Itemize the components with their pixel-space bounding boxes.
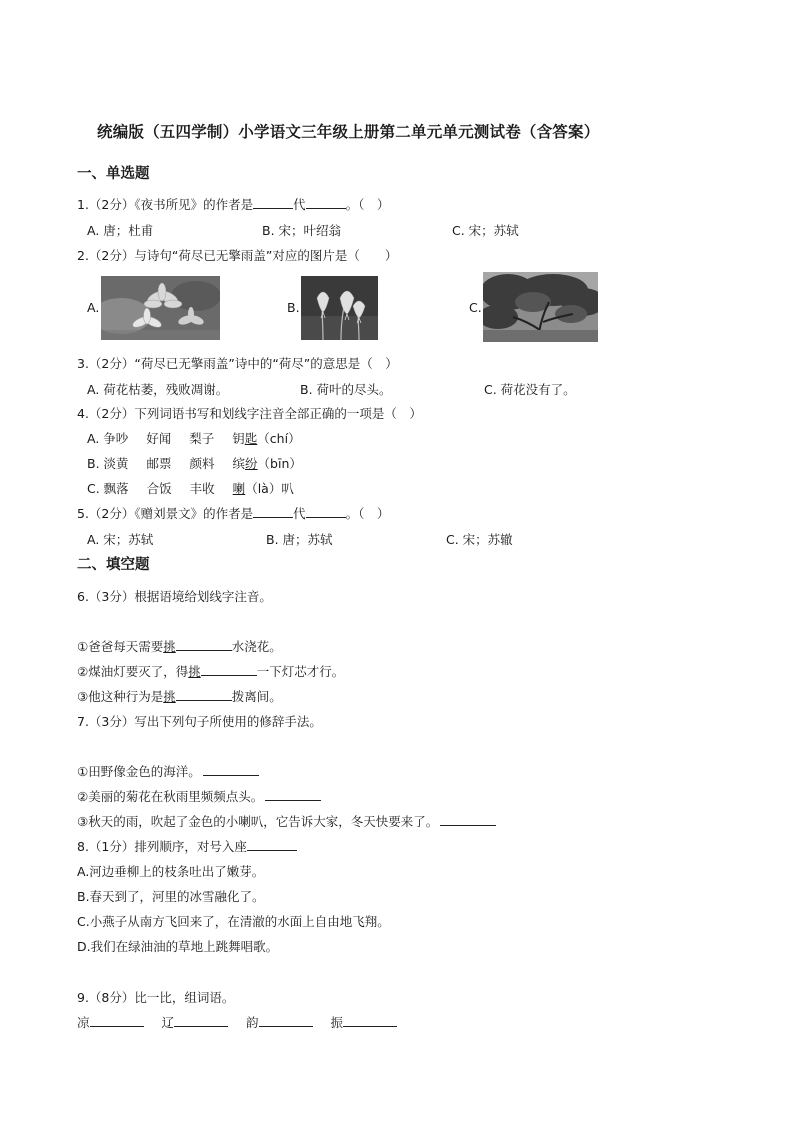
answer-blank[interactable] (176, 688, 232, 701)
question-3-stem: 3.（2分）“荷尽已无擎雨盖”诗中的“荷尽”的意思是（ ） (77, 356, 398, 371)
question-7-item: ①田野像金色的海洋。 (77, 762, 259, 780)
answer-blank[interactable] (90, 1014, 144, 1027)
question-5-stem: 5.（2分）《赠刘景文》的作者是 代 。（ ） (77, 506, 390, 521)
question-7-item: ②美丽的菊花在秋雨里频频点头。 (77, 787, 321, 805)
option-text[interactable]: B. 荷叶的尽头。 (300, 382, 392, 397)
question-8-item: B.春天到了，河里的冰雪融化了。 (77, 889, 265, 904)
answer-blank[interactable] (440, 813, 496, 826)
option-text[interactable]: C. 宋；苏轼 (452, 223, 519, 238)
answer-blank[interactable] (253, 196, 293, 209)
question-8-stem: 8.（1分）排列顺序，对号入座 (77, 837, 297, 855)
answer-blank[interactable] (203, 763, 259, 776)
question-4-stem: 4.（2分）下列词语书写和划线字注音全部正确的一项是（ ） (77, 406, 422, 421)
question-9-stem: 9.（8分）比一比，组词语。 (77, 990, 235, 1005)
option-text[interactable]: A. 唐；杜甫 (87, 223, 154, 238)
lotus-bloom-image[interactable] (101, 276, 220, 340)
question-8-item: C.小燕子从南方飞回来了，在清澈的水面上自由地飞翔。 (77, 914, 390, 929)
question-6-item: ①爸爸每天需要挑 水浇花。 (77, 639, 282, 654)
answer-blank[interactable] (176, 638, 232, 651)
option-row-c[interactable]: C. 飘落 合饭 丰收 喇（là）叭 (87, 481, 294, 496)
withered-lotus-image[interactable] (301, 276, 378, 340)
answer-blank[interactable] (253, 505, 293, 518)
option-text[interactable]: A. 荷花枯萎，残败凋谢。 (87, 382, 229, 397)
question-1-stem: 1.（2分）《夜书所见》的作者是 代 。（ ） (77, 197, 390, 212)
question-7-stem: 7.（3分）写出下列句子所使用的修辞手法。 (77, 714, 322, 729)
section-heading-fill-blank: 二、填空题 (77, 557, 150, 573)
option-text[interactable]: A. 宋；苏轼 (87, 532, 154, 547)
question-6-item: ②煤油灯要灭了，得挑 一下灯芯才行。 (77, 664, 345, 679)
option-row-b[interactable]: B. 淡黄 邮票 颜料 缤纷（bīn） (87, 456, 302, 471)
word-group-row: 凉 辽 韵 振 (77, 1013, 397, 1031)
option-text[interactable]: B. 宋；叶绍翁 (262, 223, 342, 238)
question-8-item: D.我们在绿油油的草地上跳舞唱歌。 (77, 939, 279, 954)
question-8-item: A.河边垂柳上的枝条吐出了嫩芽。 (77, 864, 265, 879)
answer-blank[interactable] (306, 505, 346, 518)
answer-blank[interactable] (343, 1014, 397, 1027)
question-7-item: ③秋天的雨，吹起了金色的小喇叭，它告诉大家，冬天快要来了。 (77, 812, 496, 830)
pine-forest-image[interactable] (483, 272, 598, 342)
option-text[interactable]: C. 宋；苏辙 (446, 532, 513, 547)
answer-blank[interactable] (174, 1014, 228, 1027)
answer-blank[interactable] (201, 663, 257, 676)
question-2-stem: 2.（2分）与诗句“荷尽已无擎雨盖”对应的图片是（ ） (77, 248, 398, 263)
option-label[interactable]: C. (469, 300, 482, 315)
answer-blank[interactable] (265, 788, 321, 801)
option-text[interactable]: B. 唐；苏轼 (266, 532, 333, 547)
question-6-item: ③他这种行为是挑 拨离间。 (77, 689, 282, 704)
option-label[interactable]: A. (87, 300, 100, 315)
answer-blank[interactable] (306, 196, 346, 209)
answer-blank[interactable] (247, 838, 297, 851)
option-text[interactable]: C. 荷花没有了。 (484, 382, 576, 397)
answer-blank[interactable] (259, 1014, 313, 1027)
question-6-stem: 6.（3分）根据语境给划线字注音。 (77, 589, 272, 604)
page-title: 统编版（五四学制）小学语文三年级上册第二单元单元测试卷（含答案） (97, 123, 600, 141)
section-heading-single-choice: 一、单选题 (77, 166, 150, 182)
option-row-a[interactable]: A. 争吵 好闻 梨子 钥匙（chí） (87, 431, 301, 446)
option-label[interactable]: B. (287, 300, 300, 315)
